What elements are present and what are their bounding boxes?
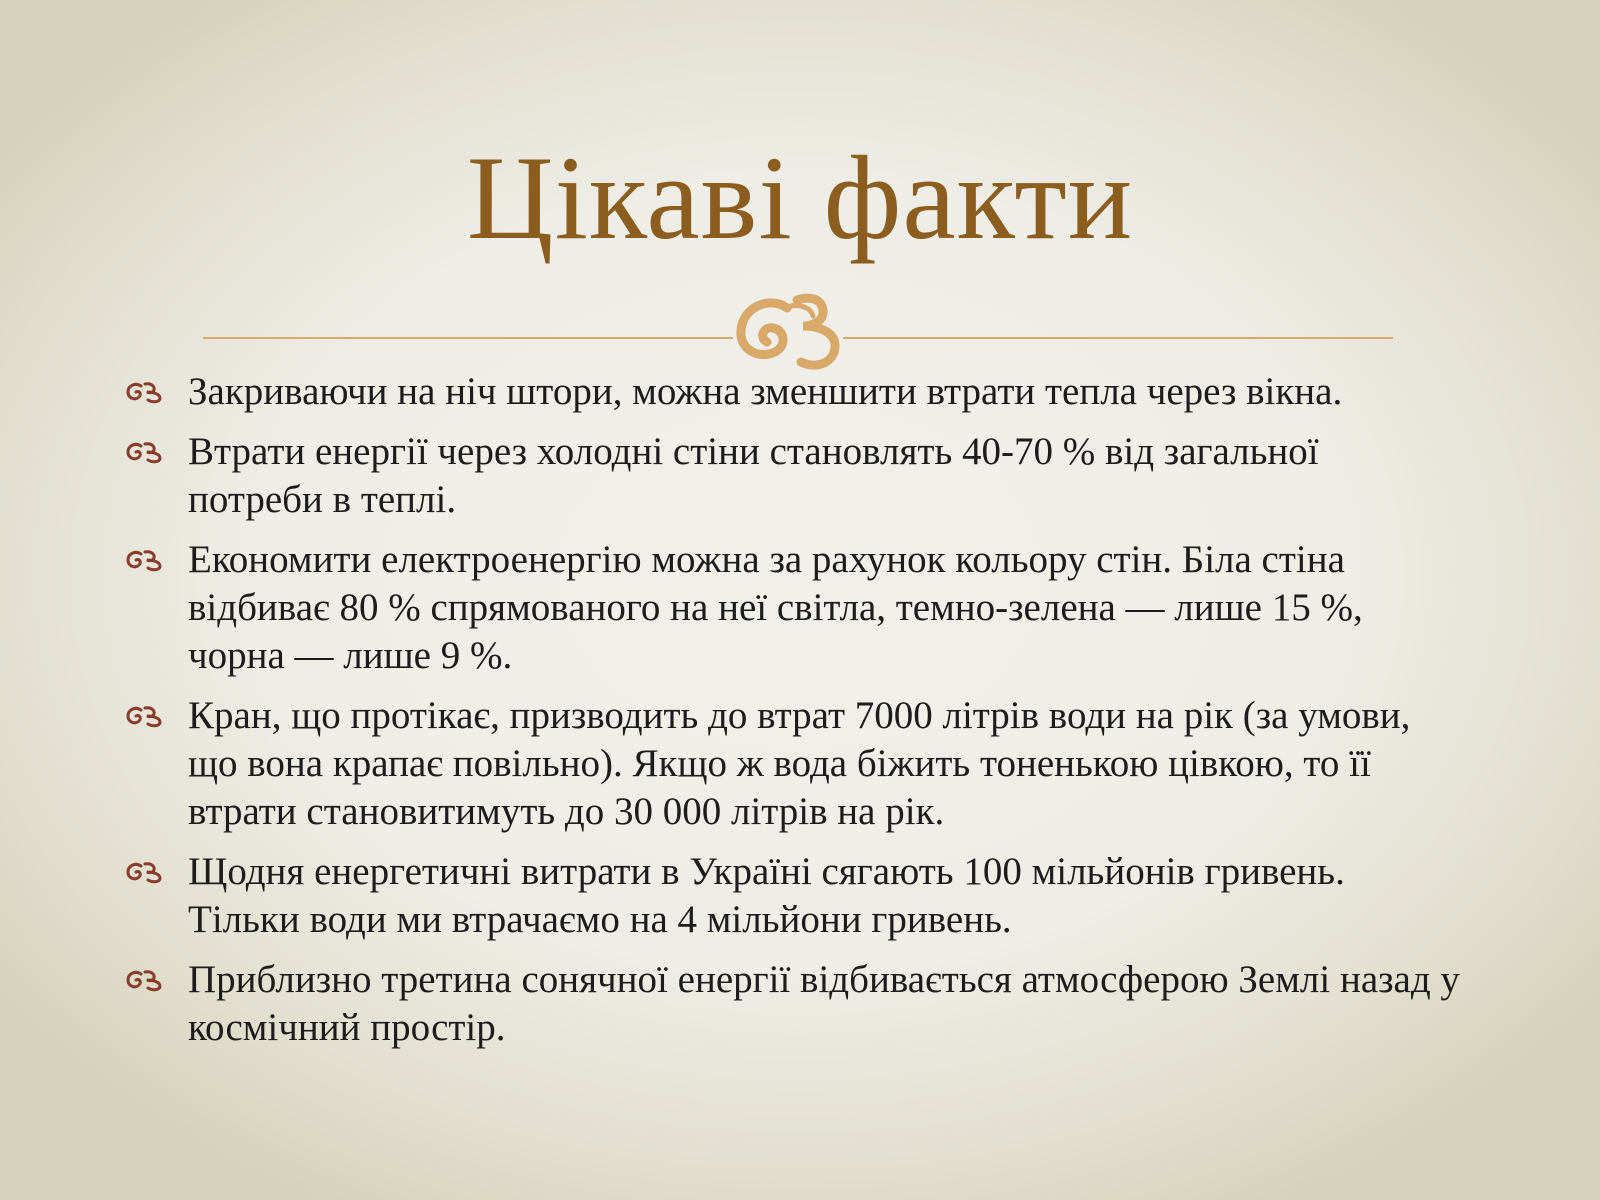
list-item: [120, 692, 1460, 836]
ornament-bullet-icon: [125, 860, 165, 884]
list-item: [120, 848, 1460, 944]
ornament-bullet-icon: [125, 380, 165, 404]
bullet-text: Щодня енергетичні витрати в Україні сягають 100 мільйонів гривень. Тільки води ми втрачаємо на 4 мільйони гривень.: [188, 850, 1345, 941]
ornament-bullet-icon: [125, 704, 165, 728]
list-item: [120, 368, 1460, 416]
divider-line-left: [203, 337, 733, 339]
bullet-text: Закриваючи на ніч штори, можна зменшити втрати тепла через вікна.: [188, 370, 1343, 413]
ornament-swirl-icon: [731, 286, 851, 376]
slide-title: Цікаві факти: [466, 131, 1134, 264]
bullet-text: Втрати енергії через холодні стіни становлять 40-70 % від загальної потреби в теплі.: [188, 430, 1319, 521]
title-divider: [203, 286, 1393, 376]
bullet-text: Приблизно третина сонячної енергії відбивається атмосферою Землі назад у космічний простір.: [188, 958, 1460, 1049]
ornament-bullet-icon: [125, 548, 165, 572]
list-item: [120, 536, 1460, 680]
ornament-bullet-icon: [125, 968, 165, 992]
bullet-text: Економити електроенергію можна за рахунок кольору стін. Біла стіна відбиває 80 % спрямованого на неї світла, темно-зелена — лише 15 %, чорна — лише 9 %.: [188, 538, 1363, 677]
bullet-text: Кран, що протікає, призводить до втрат 7000 літрів води на рік (за умови, що вона крапає повільно). Якщо ж вода біжить тоненькою цівкою, то її втрати становитимуть до 30 000 літрів на рік.: [188, 694, 1411, 833]
divider-line-right: [843, 337, 1393, 339]
bullet-list: [120, 368, 1460, 1064]
list-item: [120, 428, 1460, 524]
ornament-bullet-icon: [125, 440, 165, 464]
list-item: [120, 956, 1460, 1052]
